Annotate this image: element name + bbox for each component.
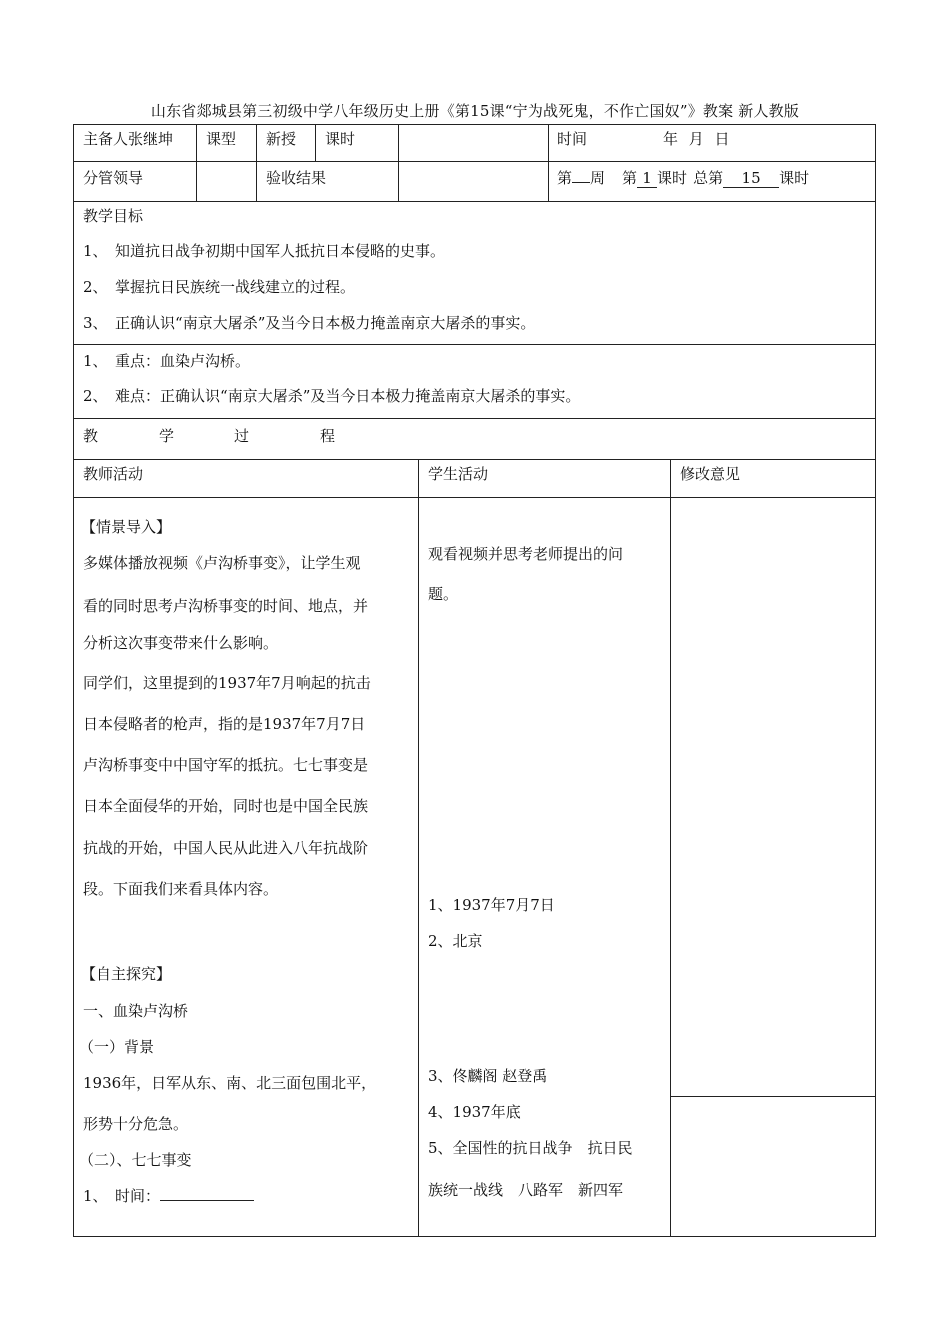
row-divider bbox=[73, 201, 876, 202]
intro-line: 日本全面侵华的开始，同时也是中国全民族 bbox=[83, 797, 369, 815]
intro-line: 段。下面我们来看具体内容。 bbox=[83, 880, 279, 898]
preparer-cell: 主备人张继坤 bbox=[83, 130, 174, 148]
col-divider bbox=[418, 459, 419, 1237]
background-line: 形势十分危急。 bbox=[83, 1115, 189, 1133]
student-answer: 1、1937年7月7日 bbox=[428, 896, 555, 914]
objective-item: 2、 掌握抗日民族统一战线建立的过程。 bbox=[83, 278, 356, 296]
total-suffix: 课时 bbox=[779, 169, 810, 187]
acceptance-label: 验收结果 bbox=[266, 169, 327, 187]
row-divider bbox=[73, 161, 876, 162]
background-line: 1936年，日军从东、南、北三面包围北平， bbox=[83, 1074, 377, 1092]
week-suffix: 周 bbox=[590, 169, 606, 187]
student-answer: 3、佟麟阁 赵登禹 bbox=[428, 1067, 548, 1085]
intro-line: 抗战的开始，中国人民从此进入八年抗战阶 bbox=[83, 839, 369, 857]
intro-line: 同学们，这里提到的1937年7月响起的抗击 bbox=[83, 674, 371, 692]
intro-line: 卢沟桥事变中中国守军的抵抗。七七事变是 bbox=[83, 756, 369, 774]
revision-column-header: 修改意见 bbox=[680, 465, 741, 483]
time-question: 1、 时间： bbox=[83, 1186, 254, 1206]
row-divider bbox=[73, 459, 876, 460]
schedule-field bbox=[557, 168, 809, 188]
col-divider bbox=[315, 124, 316, 161]
lesson-suffix: 课时 bbox=[657, 169, 688, 187]
student-watch-line: 观看视频并思考老师提出的问 bbox=[428, 545, 624, 563]
subsection-heading: （二）、七七事变 bbox=[79, 1151, 192, 1169]
week-blank bbox=[572, 182, 590, 183]
student-answer: 2、北京 bbox=[428, 932, 483, 950]
student-answer: 4、1937年底 bbox=[428, 1103, 521, 1121]
time-label: 时间 bbox=[557, 130, 588, 148]
student-watch-line: 题。 bbox=[428, 585, 459, 603]
student-column-header: 学生活动 bbox=[428, 465, 489, 483]
intro-line: 日本侵略者的枪声，指的是1937年7月7日 bbox=[83, 715, 366, 733]
intro-line: 分析这次事变带来什么影响。 bbox=[83, 634, 279, 652]
revision-cell-divider bbox=[670, 1096, 876, 1097]
week-prefix: 第 bbox=[557, 169, 573, 187]
objective-item: 1、 知道抗日战争初期中国军人抵抗日本侵略的史事。 bbox=[83, 242, 446, 260]
row-divider bbox=[73, 344, 876, 345]
class-hours-label: 课时 bbox=[325, 130, 356, 148]
lesson-number: 1 bbox=[637, 170, 657, 188]
col-divider bbox=[256, 124, 257, 201]
document-title: 山东省郯城县第三初级中学八年级历史上册《第15课“宁为战死鬼，不作亡国奴”》教案 新人教版 bbox=[150, 102, 800, 120]
answer-blank bbox=[160, 1186, 254, 1201]
lesson-type-value: 新授 bbox=[266, 130, 297, 148]
explore-heading: 【自主探究】 bbox=[81, 965, 172, 983]
row-divider bbox=[73, 497, 876, 498]
objectives-heading: 教学目标 bbox=[83, 207, 144, 225]
student-answer: 5、全国性的抗日战争 抗日民 bbox=[428, 1139, 633, 1157]
teacher-column-header: 教师活动 bbox=[83, 465, 144, 483]
total-prefix: 总第 bbox=[693, 169, 724, 187]
objective-item: 3、 正确认识“南京大屠杀”及当今日本极力掩盖南京大屠杀的事实。 bbox=[83, 314, 536, 332]
lesson-prefix: 第 bbox=[622, 169, 638, 187]
section-heading: 一、血染卢沟桥 bbox=[83, 1002, 189, 1020]
intro-heading: 【情景导入】 bbox=[81, 518, 172, 536]
subsection-heading: （一）背景 bbox=[79, 1038, 155, 1056]
supervisor-label: 分管领导 bbox=[83, 169, 144, 187]
intro-line: 多媒体播放视频《卢沟桥事变》，让学生观 bbox=[83, 554, 361, 572]
col-divider bbox=[196, 124, 197, 201]
col-divider bbox=[548, 124, 549, 201]
lesson-type-label: 课型 bbox=[206, 130, 237, 148]
student-answer: 族统一战线 八路军 新四军 bbox=[428, 1181, 624, 1199]
col-divider bbox=[398, 124, 399, 201]
intro-line: 看的同时思考卢沟桥事变的时间、地点，并 bbox=[83, 597, 369, 615]
difficult-point-item: 2、 难点：正确认识“南京大屠杀”及当今日本极力掩盖南京大屠杀的事实。 bbox=[83, 387, 581, 405]
row-divider bbox=[73, 418, 876, 419]
total-number: 15 bbox=[723, 170, 779, 188]
col-divider bbox=[670, 459, 671, 1237]
key-point-item: 1、 重点：血染卢沟桥。 bbox=[83, 352, 251, 370]
date-field: 年 月 日 bbox=[663, 130, 730, 148]
